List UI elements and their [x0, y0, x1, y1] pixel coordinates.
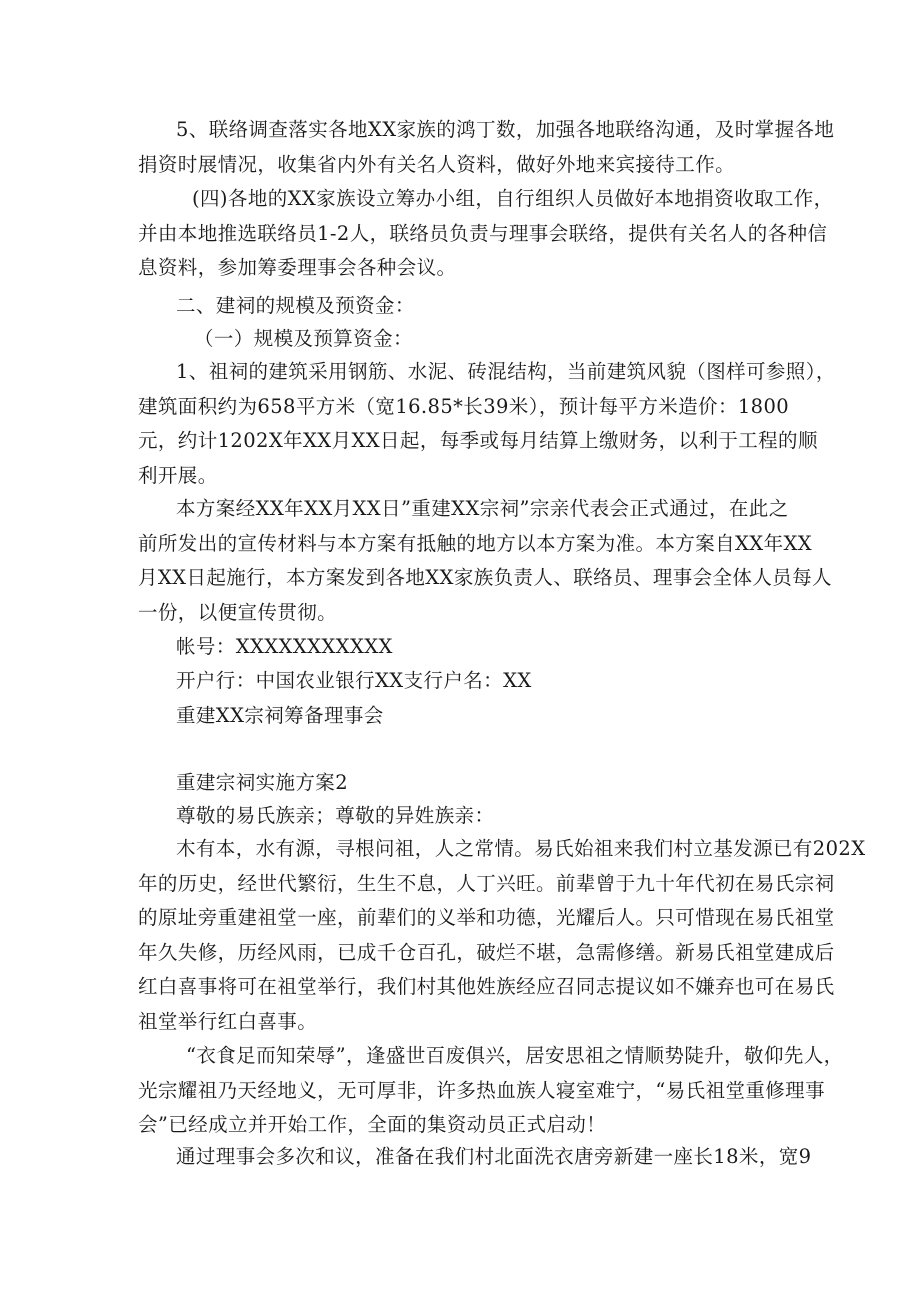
text-line: 并由本地推选联络员1-2人，联络员负责与理事会联络，提供有关名人的各种信	[138, 221, 828, 245]
document-title-2: 重建宗祠实施方案2	[176, 771, 349, 794]
text-line: “衣食足而知荣辱”，逢盛世百废俱兴，居安思祖之情顺势陡升，敬仰先人，	[186, 1044, 844, 1067]
text-line: 年久失修，历经风雨，已成千仓百孔，破烂不堪，急需修缮。新易氏祖堂建成后	[138, 940, 835, 964]
text-line: 通过理事会多次和议，准备在我们村北面洗衣唐旁新建一座长18米，宽9	[176, 1145, 812, 1168]
text-line: 的原址旁重建祖堂一座，前辈们的义举和功德，光耀后人。只可惜现在易氏祖堂	[138, 906, 835, 929]
section-heading-scale: 二、建祠的规模及预资金：	[176, 294, 415, 317]
paragraph-liaison	[138, 113, 835, 182]
text-line: (四)各地的XX家族设立筹办小组，自行组织人员做好本地捐资收取工作，	[192, 187, 834, 210]
paragraph-appeal	[138, 1039, 844, 1143]
paragraph-local-committees	[138, 182, 834, 286]
bank-info: 开户行：中国农业银行XX支行户名：XX	[176, 669, 532, 692]
text-line: 月XX日起施行，本方案发到各地XX家族负责人、联络员、理事会全体人员每人	[138, 566, 832, 589]
paragraph-approval	[138, 492, 832, 630]
text-line: 建筑面积约为658平方米（宽16.85*长39米），预计每平方米造价：1800	[138, 394, 790, 418]
text-line: 年的历史，经世代繁衍，生生不息，人丁兴旺。前辈曾于九十年代初在易氏宗祠	[138, 871, 835, 895]
text-line: 光宗耀祖乃天经地义，无可厚非，许多热血族人寝室难宁，“易氏祖堂重修理事	[138, 1078, 825, 1102]
paragraph-plan	[138, 1140, 812, 1175]
text-line: 会”已经成立并开始工作，全面的集资动员正式启动！	[138, 1113, 607, 1136]
text-line: 5、联络调查落实各地XX家族的鸿丁数，加强各地联络沟通，及时掌握各地	[176, 118, 835, 141]
text-line: 元，约计1202X年XX月XX日起，每季或每月结算上缴财务，以利于工程的顺	[138, 429, 818, 452]
paragraph-construction	[138, 355, 836, 493]
text-line: 木有本，水有源，寻根问祖，人之常情。易氏始祖来我们村立基发源已有202X	[176, 837, 866, 860]
account-number: 帐号：XXXXXXXXXXX	[176, 635, 393, 658]
text-line: 捐资时展情况，收集省内外有关名人资料，做好外地来宾接待工作。	[138, 152, 736, 176]
text-line: 利开展。	[138, 463, 218, 487]
text-line: 前所发出的宣传材料与本方案有抵触的地方以本方案为准。本方案自XX年XX	[138, 531, 813, 555]
text-line: 1、祖祠的建筑采用钢筋、水泥、砖混结构，当前建筑风貌（图样可参照），	[176, 360, 836, 383]
paragraph-history	[138, 832, 866, 1039]
text-line: 息资料，参加筹委理事会各种会议。	[138, 256, 457, 279]
subsection-heading-budget: （一）规模及预算资金：	[194, 327, 413, 350]
text-line: 祖堂举行红白喜事。	[138, 1009, 318, 1033]
greeting: 尊敬的易氏族亲；尊敬的异姓族亲：	[176, 804, 495, 827]
text-line: 一份，以便宣传贯彻。	[138, 600, 338, 624]
organization-signature: 重建XX宗祠筹备理事会	[176, 704, 384, 727]
text-line: 红白喜事将可在祖堂举行，我们村其他姓族经应召同志提议如不嫌弃也可在易氏	[138, 975, 835, 998]
text-line: 本方案经XX年XX月XX日”重建XX宗祠”宗亲代表会正式通过，在此之	[176, 497, 789, 520]
